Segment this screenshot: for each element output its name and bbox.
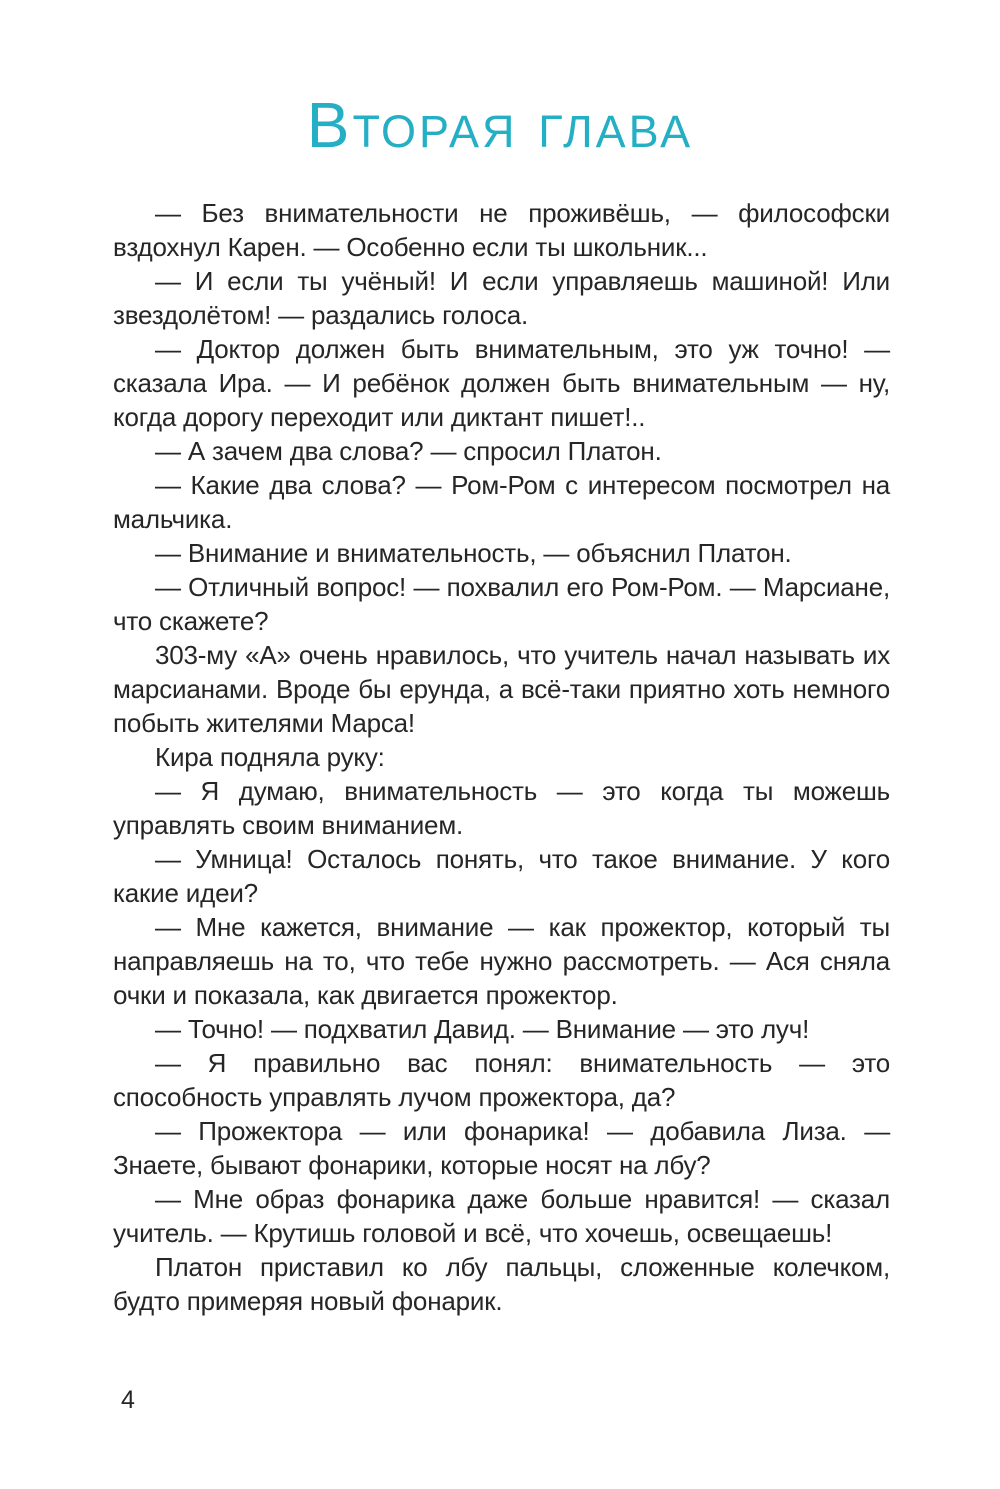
paragraph: — Внимание и внимательность, — объяснил Платон. [155,538,792,568]
paragraph: — Какие два слова? — Ром-Ром с интересом посмотрел на мальчика. [113,470,890,534]
paragraph: — Точно! — подхватил Давид. — Внимание — это луч! [155,1014,810,1044]
chapter-title: Вторая глава [306,89,694,161]
paragraph: — Я думаю, внимательность — это когда ты можешь управлять своим вниманием. [113,776,890,840]
paragraph: — Доктор должен быть внимательным, это уж точно! — сказала Ира. — И ребёнок должен быть внимательным — ну, когда дорогу переходит или диктант пишет!.. [113,334,890,432]
paragraph: — Мне кажется, внимание — как прожектор, который ты направляешь на то, что тебе нужно рассмотреть. — Ася сняла очки и показала, как двигается прожектор. [113,912,890,1010]
paragraph: — Я правильно вас понял: внимательность — это способность управлять лучом прожектора, да? [113,1048,890,1112]
page-number: 4 [121,1386,135,1414]
paragraph: — И если ты учёный! И если управляешь машиной! Или звездолётом! — раздались голоса. [113,266,890,330]
paragraph: — Прожектора — или фонарика! — добавила Лиза. — Знаете, бывают фонарики, которые носят на лбу? [113,1116,890,1180]
paragraph: 303-му «А» очень нравилось, что учитель начал называть их марсианами. Вроде бы ерунда, а всё-таки приятно хоть немного побыть жителями Марса! [113,640,890,738]
paragraph: — Без внимательности не проживёшь, — философски вздохнул Карен. — Особенно если ты школьник... [113,198,890,262]
paragraph: — А зачем два слова? — спросил Платон. [155,436,662,466]
paragraph: — Мне образ фонарика даже больше нравится! — сказал учитель. — Крутишь головой и всё, что хочешь, освещаешь! [113,1184,890,1248]
paragraph: Платон приставил ко лбу пальцы, сложенные колечком, будто примеряя новый фонарик. [113,1252,890,1316]
paragraph: — Отличный вопрос! — похвалил его Ром-Ром. — Марсиане, что скажете? [113,572,890,636]
paragraph: Кира подняла руку: [155,742,385,772]
paragraph: — Умница! Осталось понять, что такое внимание. У кого какие идеи? [113,844,890,908]
body-text [113,196,890,1318]
